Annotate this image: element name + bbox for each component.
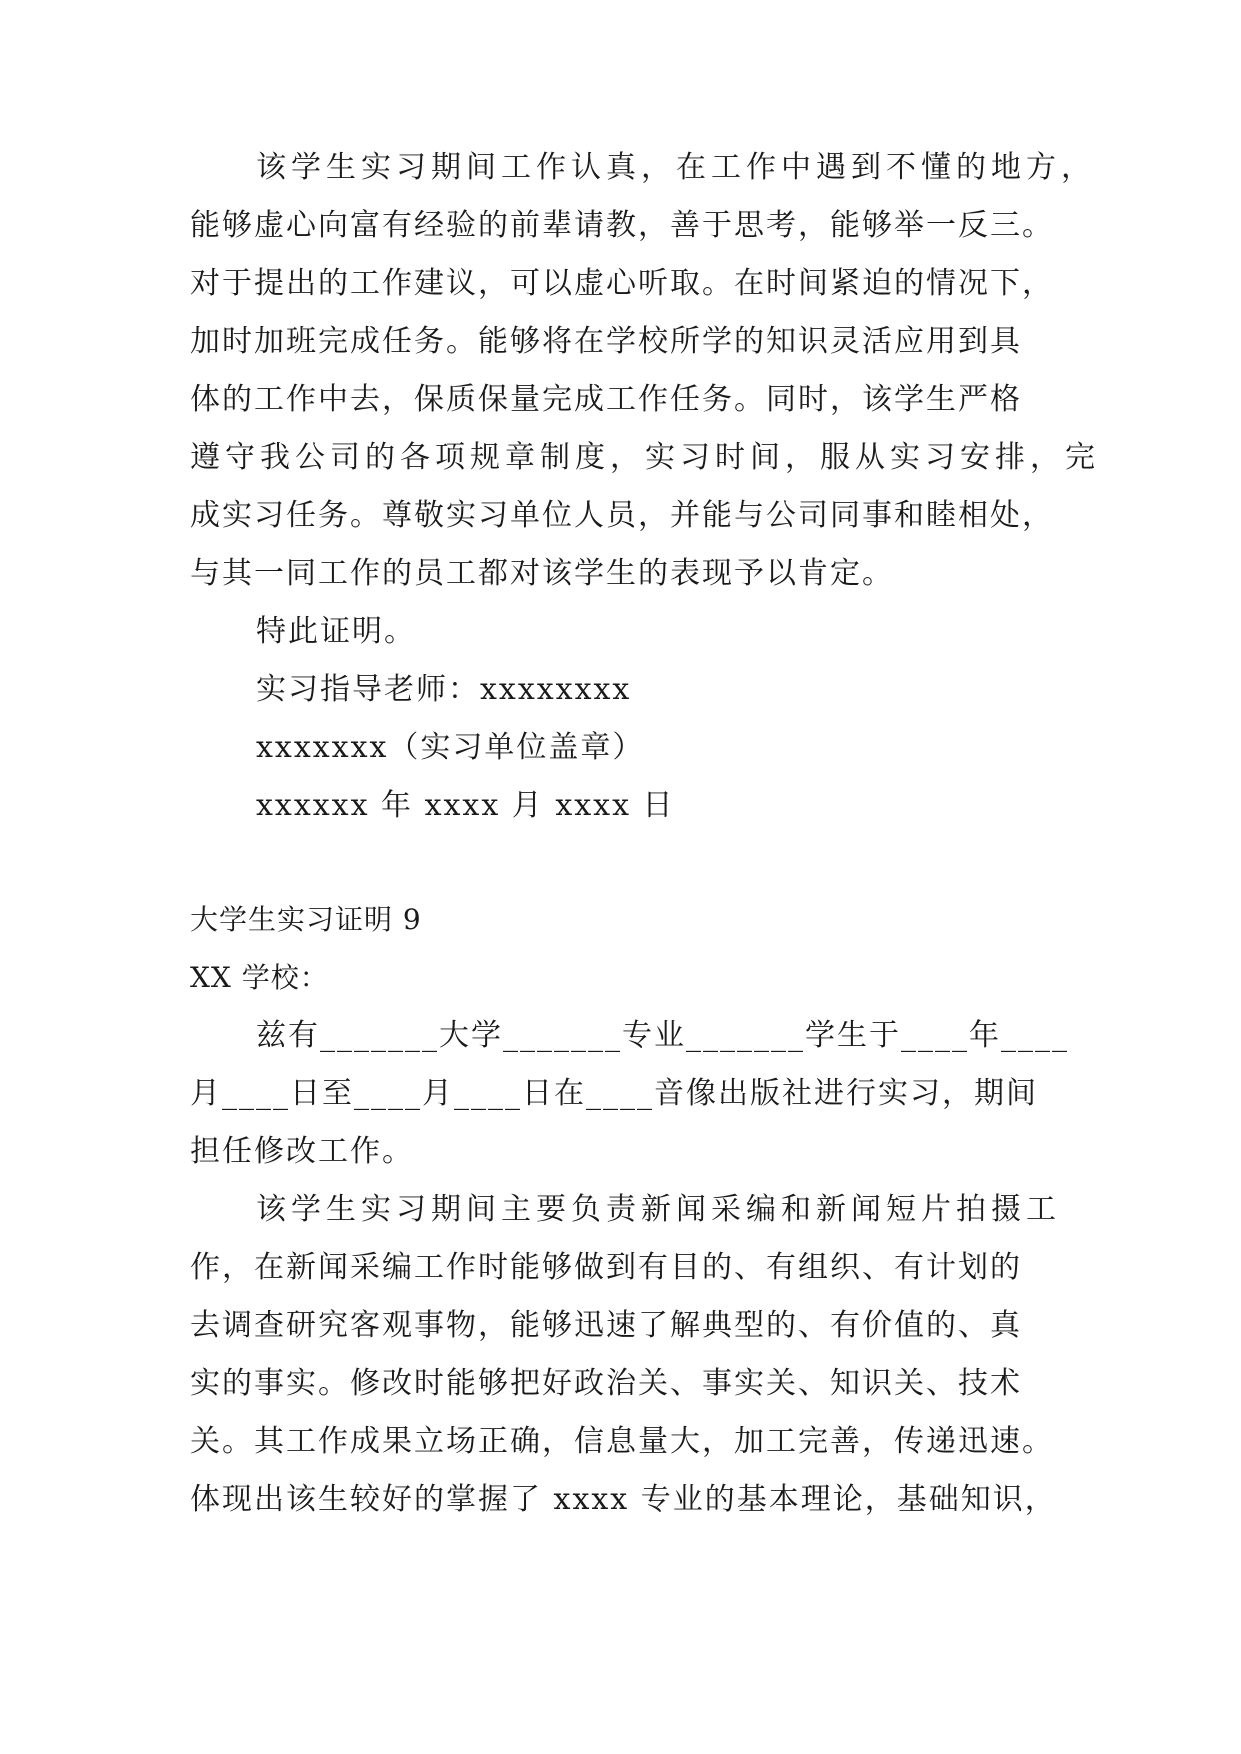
paragraph-line: 去调查研究客观事物，能够迅速了解典型的、有价值的、真 — [190, 1308, 1022, 1343]
paragraph-line: 体的工作中去，保质保量完成工作任务。同时，该学生严格 — [190, 382, 1022, 417]
paragraph-line: 该学生实习期间主要负责新闻采编和新闻短片拍摄工 — [256, 1192, 1061, 1227]
paragraph-line: 月____日至____月____日在____音像出版社进行实习，期间 — [190, 1076, 1038, 1111]
paragraph-line: 加时加班完成任务。能够将在学校所学的知识灵活应用到具 — [190, 324, 1022, 359]
paragraph-line: 该学生实习期间工作认真，在工作中遇到不懂的地方， — [256, 150, 1096, 185]
closing-statement: 特此证明。 — [256, 614, 416, 649]
section-title: 大学生实习证明 9 — [190, 903, 422, 936]
paragraph-line: 担任修改工作。 — [190, 1134, 414, 1169]
teacher-signature: 实习指导老师：xxxxxxxx — [256, 672, 632, 707]
unit-seal-line: xxxxxxx（实习单位盖章） — [256, 730, 645, 765]
paragraph-line: 对于提出的工作建议，可以虚心听取。在时间紧迫的情况下， — [190, 266, 1054, 301]
paragraph-line: 体现出该生较好的掌握了 xxxx 专业的基本理论，基础知识， — [190, 1482, 1057, 1517]
paragraph-line: 关。其工作成果立场正确，信息量大，加工完善，传递迅速。 — [190, 1424, 1054, 1459]
paragraph-line: 遵守我公司的各项规章制度，实习时间，服从实习安排，完 — [190, 440, 1100, 475]
paragraph-line: 与其一同工作的员工都对该学生的表现予以肯定。 — [190, 556, 894, 591]
paragraph-line: 实的事实。修改时能够把好政治关、事实关、知识关、技术 — [190, 1366, 1022, 1401]
date-line: xxxxxx 年 xxxx 月 xxxx 日 — [256, 788, 675, 823]
paragraph-line: 成实习任务。尊敬实习单位人员，并能与公司同事和睦相处， — [190, 498, 1054, 533]
paragraph-line: 作，在新闻采编工作时能够做到有目的、有组织、有计划的 — [190, 1250, 1022, 1285]
paragraph-line: 能够虚心向富有经验的前辈请教，善于思考，能够举一反三。 — [190, 208, 1054, 243]
paragraph-line: 兹有_______大学_______专业_______学生于____年____ — [256, 1018, 1069, 1053]
salutation: XX 学校： — [190, 961, 329, 994]
